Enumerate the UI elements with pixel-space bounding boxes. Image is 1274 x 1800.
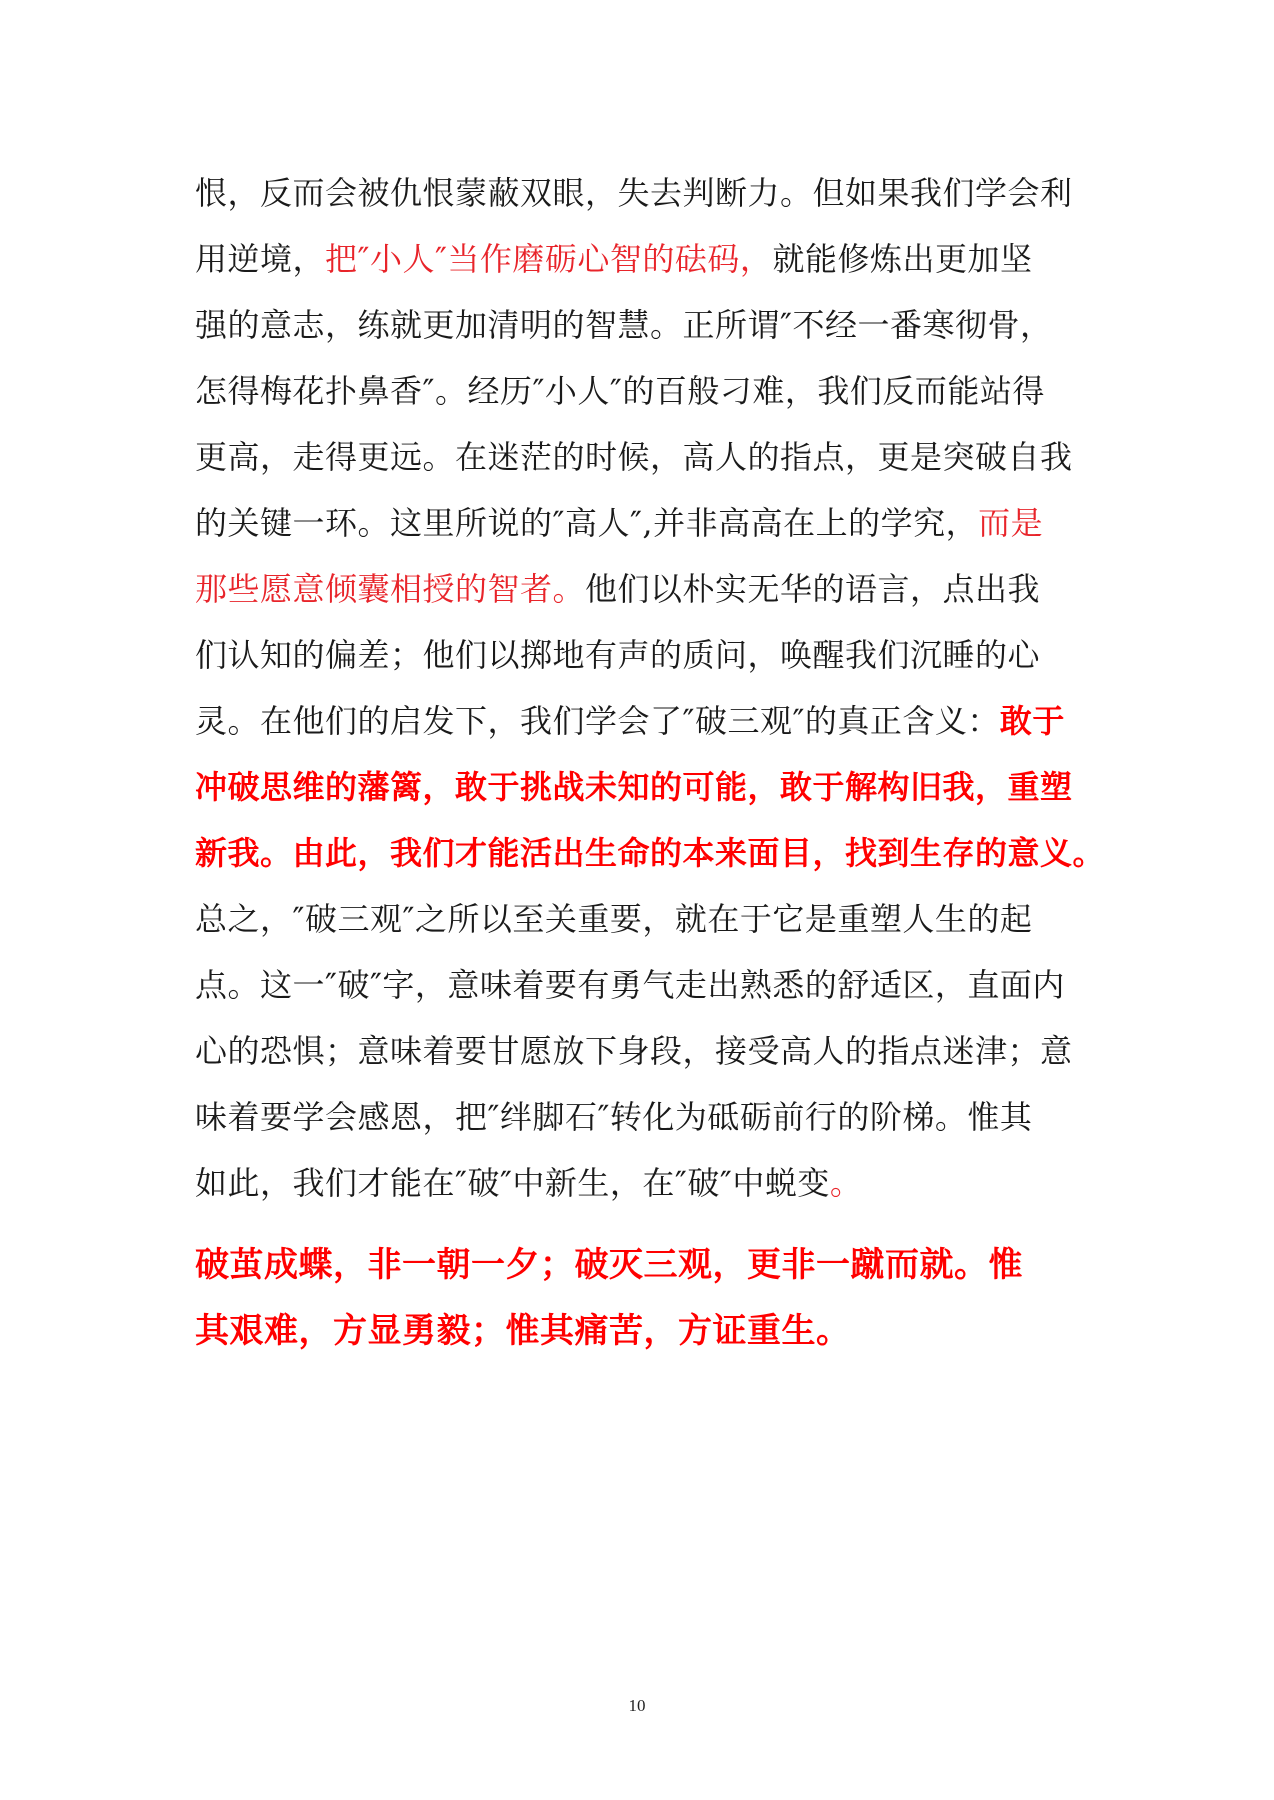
text-run: 点。这一″破″字，意味着要有勇气走出熟悉的舒适区，直面内 — [195, 966, 1065, 1004]
text-line — [195, 490, 1095, 556]
text-run: 更高，走得更远。在迷茫的时候，高人的指点，更是突破自我 — [195, 438, 1073, 476]
text-run: 心的恐惧；意味着要甘愿放下身段，接受高人的指点迷津；意 — [195, 1032, 1073, 1070]
text-line — [195, 424, 1095, 490]
text-run: 强的意志，练就更加清明的智慧。正所谓″不经一番寒彻骨， — [195, 306, 1053, 344]
text-line — [195, 160, 1095, 226]
highlighted-text-run: 新我。由此，我们才能活出生命的本来面目，找到生存的意义。 — [195, 834, 1106, 872]
text-line — [195, 688, 1095, 754]
page-number: 10 — [628, 1696, 646, 1715]
text-run: 灵。在他们的启发下，我们学会了″破三观″的真正含义： — [195, 702, 1000, 740]
body-text — [195, 160, 1106, 1216]
highlighted-text-run: 敢于 — [999, 702, 1065, 740]
text-run: 就能修炼出更加坚 — [772, 240, 1033, 278]
text-line — [195, 952, 1095, 1018]
closing-line: 破茧成蝶，非一朝一夕；破灭三观，更非一蹴而就。惟 — [195, 1245, 1023, 1285]
highlighted-text-run: 那些愿意倾囊相授的智者。 — [195, 570, 586, 608]
text-line — [195, 226, 1095, 292]
text-line — [195, 358, 1095, 424]
text-line — [195, 556, 1095, 622]
text-run: 恨，反而会被仇恨蒙蔽双眼，失去判断力。但如果我们学会利 — [195, 174, 1073, 212]
text-run: 的关键一环。这里所说的″高人″,并非高高在上的学究， — [195, 504, 979, 542]
text-line — [195, 292, 1095, 358]
text-run: 总之，″破三观″之所以至关重要，就在于它是重塑人生的起 — [195, 900, 1033, 938]
text-line — [195, 1084, 1095, 1150]
closing-paragraph — [195, 1232, 1095, 1364]
text-line — [195, 622, 1095, 688]
text-run: 们认知的偏差；他们以掷地有声的质问，唤醒我们沉睡的心 — [195, 636, 1041, 674]
text-line — [195, 820, 1106, 886]
text-line — [195, 1018, 1095, 1084]
text-run: 味着要学会感恩，把″绊脚石″转化为砥砺前行的阶梯。惟其 — [195, 1098, 1033, 1136]
text-run: 他们以朴实无华的语言，点出我 — [585, 570, 1041, 608]
highlighted-text-run: 而是 — [978, 504, 1044, 542]
text-run: 怎得梅花扑鼻香″。经历″小人″的百般刁难，我们反而能站得 — [195, 372, 1045, 410]
highlighted-text-run: 冲破思维的藩篱，敢于挑战未知的可能，敢于解构旧我，重塑 — [195, 768, 1073, 806]
text-line — [195, 1150, 1095, 1216]
highlighted-text-run: 。 — [829, 1164, 863, 1202]
text-line — [195, 886, 1095, 952]
highlighted-text-run: 把″小人″当作磨砺心智的砝码， — [325, 240, 773, 278]
text-run: 如此，我们才能在″破″中新生，在″破″中蜕变 — [195, 1164, 830, 1202]
text-line — [195, 754, 1095, 820]
closing-line: 其艰难，方显勇毅；惟其痛苦，方证重生。 — [195, 1311, 851, 1351]
text-run: 用逆境， — [195, 240, 326, 278]
